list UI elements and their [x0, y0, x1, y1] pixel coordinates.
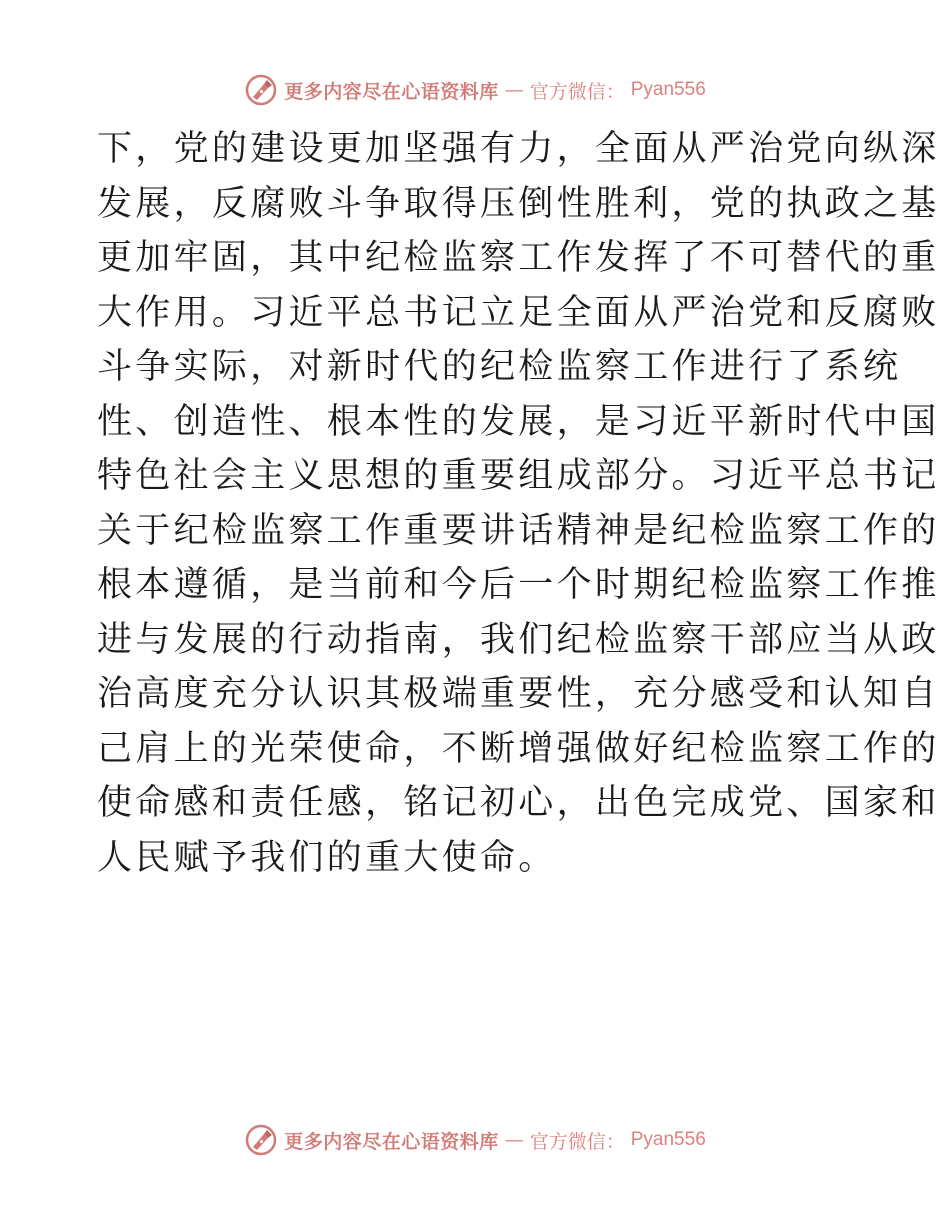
body-line: 发展，反腐败斗争取得压倒性胜利，党的执政之基 [97, 183, 940, 224]
document-body [97, 122, 940, 885]
pen-nib-logo-icon [244, 1123, 278, 1157]
body-line: 斗争实际，对新时代的纪检监察工作进行了系统 [97, 347, 902, 387]
body-line: 特色社会主义思想的重要组成部分。习近平总书记 [97, 456, 940, 496]
watermark-wechat-id: Pyan556 [630, 1129, 706, 1150]
header-watermark [0, 72, 950, 108]
watermark-dash: — [504, 1129, 524, 1151]
body-line: 治高度充分认识其极端重要性，充分感受和认知自 [97, 674, 940, 714]
body-line: 使命感和责任感，铭记初心，出色完成党、国家和 [97, 783, 940, 823]
body-line: 性、创造性、根本性的发展，是习近平新时代中国 [97, 401, 940, 442]
body-line: 更加牢固，其中纪检监察工作发挥了不可替代的重 [97, 238, 940, 278]
watermark-dash: — [504, 79, 524, 101]
body-line: 进与发展的行动指南，我们纪检监察干部应当从政 [97, 619, 940, 660]
footer-watermark [0, 1122, 950, 1158]
body-line: 大作用。习近平总书记立足全面从严治党和反腐败 [97, 292, 940, 333]
watermark-wechat-id: Pyan556 [630, 79, 706, 100]
watermark-main-text: 更多内容尽在心语资料库 [284, 1130, 499, 1153]
body-line: 下，党的建设更加坚强有力，全面从严治党向纵深 [97, 129, 940, 169]
body-line: 己肩上的光荣使命，不断增强做好纪检监察工作的 [97, 728, 940, 769]
watermark-wechat-label: 官方微信： [529, 1130, 625, 1153]
pen-nib-logo-icon [244, 73, 278, 107]
body-line: 根本遵循，是当前和今后一个时期纪检监察工作推 [97, 565, 940, 605]
body-line: 关于纪检监察工作重要讲话精神是纪检监察工作的 [97, 510, 940, 551]
watermark-main-text: 更多内容尽在心语资料库 [284, 80, 499, 103]
watermark-wechat-label: 官方微信： [529, 80, 625, 103]
body-line: 人民赋予我们的重大使命。 [97, 837, 557, 878]
